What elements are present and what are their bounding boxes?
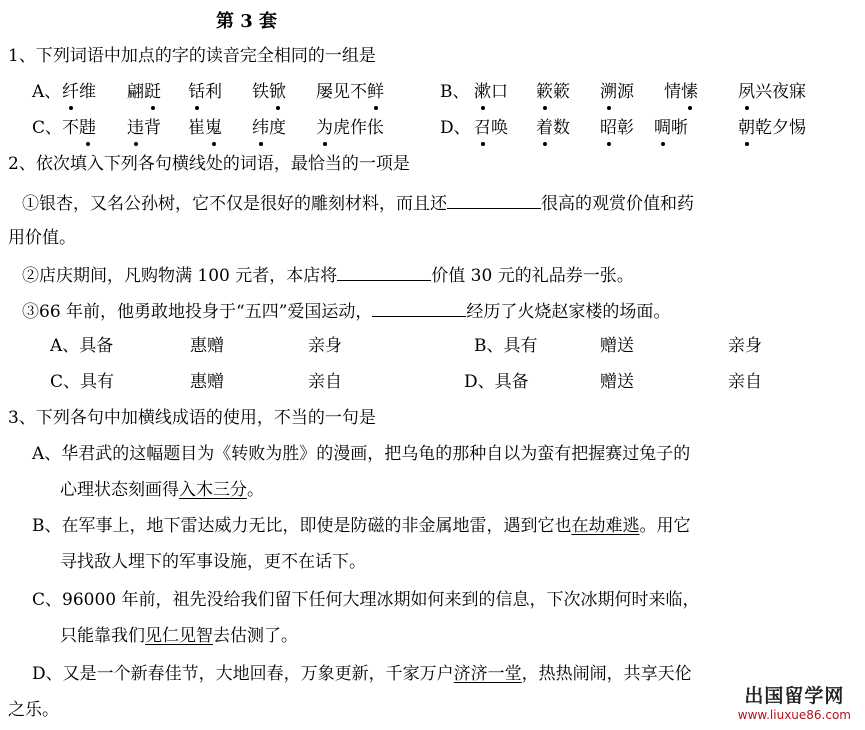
q1-option-b — [440, 80, 806, 104]
char: 情 — [664, 82, 681, 102]
underlined-idiom: 在劫难逃 — [571, 516, 640, 536]
dotted-char: 嵬 — [205, 118, 222, 138]
q1-option-b-label: B、 — [440, 82, 470, 102]
char: 兴夜寐 — [755, 82, 806, 102]
char: 簌 — [553, 82, 570, 102]
sentence-text: 去估测了。 — [213, 626, 298, 646]
char: 哳 — [671, 118, 688, 138]
option-word: C、具有 — [50, 372, 115, 392]
watermark-url: www.liuxue86.com — [737, 708, 851, 722]
q1-option-d-label: D、 — [440, 118, 471, 138]
q3-option-c-line1: C、96000 年前，祖先没给我们留下任何大理冰期如何来到的信息，下次冰期何时来临， — [32, 590, 700, 610]
q2-sentence-1 — [22, 190, 694, 216]
option-word: 赠送 — [600, 336, 634, 356]
fill-blank-1 — [447, 190, 541, 209]
paper-title: 第 3 套 — [216, 11, 278, 32]
char: 背 — [144, 118, 161, 138]
dotted-char: 违 — [127, 118, 144, 138]
q3-option-d-line1 — [32, 662, 692, 686]
dotted-char: 纤 — [62, 82, 79, 102]
dotted-char: 漱 — [474, 82, 491, 102]
char: 维 — [79, 82, 96, 102]
char: 利 — [205, 82, 222, 102]
dotted-char: 锨 — [269, 82, 286, 102]
watermark-text: 出国留学网 — [744, 685, 845, 707]
dotted-char: 召 — [474, 118, 491, 138]
fill-blank-3 — [372, 298, 466, 317]
dotted-char: 着 — [536, 118, 553, 138]
sentence-text: 。 — [247, 480, 264, 500]
char: 数 — [553, 118, 570, 138]
dotted-char: 纬 — [252, 118, 269, 138]
option-word: A、具备 — [50, 336, 114, 356]
dotted-char: 愫 — [681, 82, 698, 102]
char: 虎作伥 — [333, 118, 384, 138]
sentence-text: ③66 年前，他勇敢地投身于“五四”爱国运动， — [22, 302, 373, 322]
dotted-char: 铦 — [188, 82, 205, 102]
q3-option-a-line1: A、华君武的这幅题目为《转败为胜》的漫画，把乌龟的那种自以为蛮有把握赛过兔子的 — [32, 444, 691, 464]
option-word: 亲自 — [728, 372, 762, 392]
q1-option-c — [32, 116, 384, 140]
option-word: 亲身 — [308, 336, 342, 356]
sentence-text: 只能靠我们 — [60, 626, 145, 646]
q3-option-b-line2: 寻找敌人埋下的军事设施，更不在话下。 — [60, 552, 366, 572]
sentence-text: ，热热闹闹，共享天伦 — [521, 664, 692, 684]
dotted-char: 溯 — [600, 82, 617, 102]
q2-sentence-1-cont: 用价值。 — [8, 228, 76, 248]
option-word: 亲自 — [308, 372, 342, 392]
q3-option-c-line2 — [60, 624, 298, 648]
dotted-char: 簌 — [536, 82, 553, 102]
dotted-char: 啁 — [654, 118, 671, 138]
char: 乾夕惕 — [755, 118, 806, 138]
option-word: 赠送 — [600, 372, 634, 392]
underlined-idiom: 入木三分 — [179, 480, 247, 500]
q2-sentence-3 — [22, 298, 670, 324]
char: 铁 — [252, 82, 269, 102]
sentence-text: 经历了火烧赵家楼的场面。 — [466, 302, 671, 322]
sentence-text: 。用它 — [639, 516, 691, 536]
site-watermark — [738, 681, 851, 722]
dotted-char: 跹 — [144, 82, 161, 102]
q3-option-d-line2: 之乐。 — [8, 700, 59, 720]
sentence-text: 心理状态刻画得 — [60, 480, 179, 500]
sentence-text: D、又是一个新春佳节，大地回春，万象更新，千家万户 — [32, 664, 454, 684]
dotted-char: 鲜 — [367, 82, 384, 102]
char: 崔 — [188, 118, 205, 138]
dotted-char: 昭 — [600, 118, 617, 138]
q1-option-a — [32, 80, 384, 104]
q3-option-b-line1 — [32, 514, 691, 538]
sentence-text: 价值 30 元的礼品券一张。 — [431, 266, 634, 286]
sentence-text: ①银杏，又名公孙树，它不仅是很好的雕刻材料，而且还 — [22, 194, 447, 214]
option-word: 惠赠 — [190, 336, 224, 356]
option-word: B、具有 — [474, 336, 538, 356]
char: 彰 — [617, 118, 634, 138]
q3-option-a-line2 — [60, 478, 264, 502]
char: 不 — [62, 118, 79, 138]
option-word: D、具备 — [464, 372, 529, 392]
q1-option-a-label: A、 — [32, 82, 62, 102]
q3-stem: 3、下列各句中加横线成语的使用，不当的一句是 — [8, 408, 376, 428]
sentence-text: ②店庆期间，凡购物满 100 元者，本店将 — [22, 266, 338, 286]
char: 口 — [491, 82, 508, 102]
q1-option-c-label: C、 — [32, 118, 63, 138]
char: 度 — [269, 118, 286, 138]
q2-sentence-2 — [22, 262, 634, 288]
underlined-idiom: 见仁见智 — [145, 626, 213, 646]
char: 翩 — [127, 82, 144, 102]
char: 唤 — [491, 118, 508, 138]
option-word: 亲身 — [728, 336, 762, 356]
dotted-char: 为 — [316, 118, 333, 138]
option-word: 惠赠 — [190, 372, 224, 392]
q1-option-d — [440, 116, 806, 140]
q2-stem: 2、依次填入下列各句横线处的词语，最恰当的一项是 — [8, 154, 410, 174]
sentence-text: B、在军事上，地下雷达威力无比，即使是防磁的非金属地雷，遇到它也 — [32, 516, 572, 536]
underlined-idiom: 济济一堂 — [453, 664, 522, 684]
dotted-char: 韪 — [79, 118, 96, 138]
dotted-char: 夙 — [738, 82, 755, 102]
fill-blank-2 — [337, 262, 431, 281]
dotted-char: 朝 — [738, 118, 755, 138]
q1-stem: 1、下列词语中加点的字的读音完全相同的一组是 — [8, 46, 376, 66]
char: 源 — [617, 82, 634, 102]
char: 屡见不 — [316, 82, 367, 102]
sentence-text: 很高的观赏价值和药 — [541, 194, 694, 214]
